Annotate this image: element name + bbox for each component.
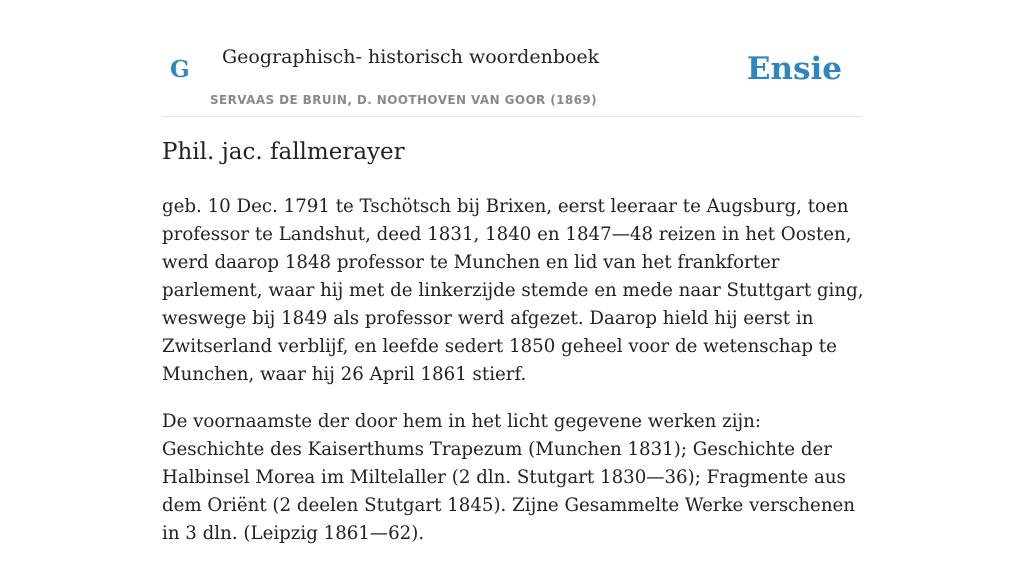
book-letter-icon[interactable]: G — [170, 56, 190, 83]
book-header — [162, 40, 862, 117]
book-title-link[interactable]: Geographisch- historisch woordenboek — [222, 46, 600, 68]
entry-body — [162, 193, 864, 567]
entry-title: Phil. jac. fallmerayer — [162, 139, 405, 165]
ensie-logo-link[interactable]: Ensie — [746, 51, 842, 87]
entry-paragraph: De voornaamste der door hem in het licht gegevene werken zijn: Geschichte des Kaiserthums Trapezum (Munchen 1831); Geschichte der Halbinsel Morea im Miltelaller (2 dln. Stutgart 1830—36); Fragmente aus dem Oriënt (2 deelen Stutgart 1845). Zijne Gesammelte Werke verschenen in 3 dln. (Leipzig 1861—62). — [162, 411, 856, 544]
book-author-meta: SERVAAS DE BRUIN, D. NOOTHOVEN VAN GOOR (1869) — [210, 93, 598, 107]
entry-paragraph: geb. 10 Dec. 1791 te Tschötsch bij Brixen, eerst leeraar te Augsburg, toen professor te Landshut, deed 1831, 1840 en 1847—48 reizen in het Oosten, werd daarop 1848 professor te Munchen en lid van het frankforter parlement, waar hij met de linkerzijde stemde en mede naar Stuttgart ging, weswege bij 1849 als professor werd afgezet. Daarop hield hij eerst in Zwitserland verblijf, en leefde sedert 1850 geheel voor de wetenschap te Munchen, waar hij 26 April 1861 stierf. — [162, 196, 864, 385]
